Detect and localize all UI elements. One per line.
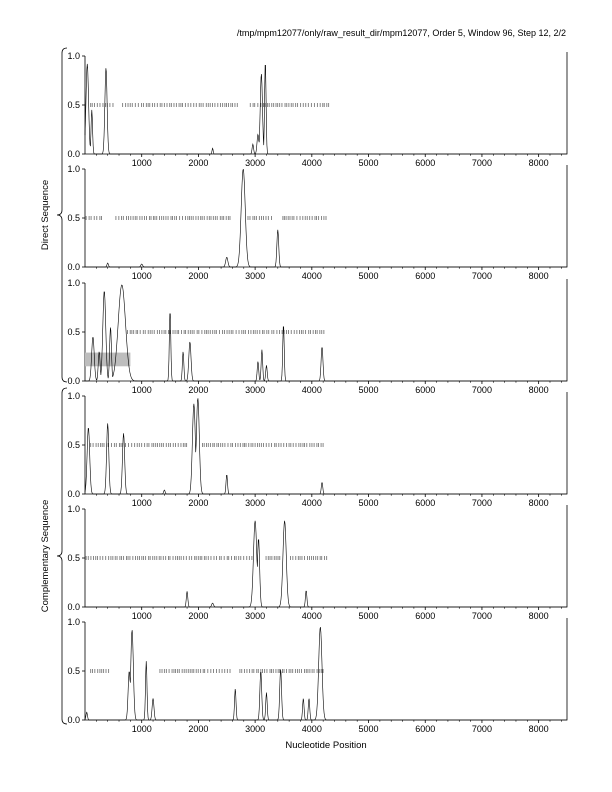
x-tick-label: 6000	[415, 385, 436, 395]
x-tick-label: 8000	[528, 385, 549, 395]
y-tick-label: 0.0	[67, 262, 80, 272]
marker-row	[128, 330, 324, 334]
y-tick-label: 1.0	[67, 278, 80, 288]
x-tick-label: 2000	[188, 158, 209, 168]
x-tick-label: 3000	[245, 611, 266, 621]
marker-row	[86, 216, 326, 220]
panel-6	[67, 617, 567, 734]
panel-frame	[85, 505, 567, 607]
y-tick-label: 0.0	[67, 715, 80, 725]
y-tick-label: 0.0	[67, 602, 80, 612]
y-tick-label: 0.0	[67, 376, 80, 386]
x-tick-label: 4000	[301, 271, 322, 281]
chart-title: /tmp/mpm12077/only/raw_result_dir/mpm12077, Order 5, Window 96, Step 12, 2/2	[236, 28, 566, 38]
x-tick-label: 7000	[471, 611, 492, 621]
panel-5	[67, 504, 567, 621]
probability-line	[85, 521, 567, 607]
y-tick-label: 1.0	[67, 164, 80, 174]
x-tick-label: 6000	[415, 498, 436, 508]
x-tick-label: 7000	[471, 498, 492, 508]
x-axis-label: Nucleotide Position	[285, 740, 367, 751]
x-tick-label: 3000	[245, 158, 266, 168]
marker-row	[91, 443, 323, 447]
marker-row	[91, 103, 329, 107]
y-tick-label: 0.5	[67, 666, 80, 676]
panel-frame	[85, 618, 567, 720]
x-tick-label: 3000	[245, 724, 266, 734]
x-tick-label: 4000	[301, 158, 322, 168]
x-tick-label: 5000	[358, 385, 379, 395]
x-tick-label: 2000	[188, 498, 209, 508]
x-tick-label: 3000	[245, 385, 266, 395]
x-tick-label: 7000	[471, 724, 492, 734]
x-tick-label: 7000	[471, 385, 492, 395]
x-tick-label: 1000	[131, 611, 152, 621]
y-tick-label: 1.0	[67, 391, 80, 401]
x-tick-label: 4000	[301, 611, 322, 621]
x-tick-label: 5000	[358, 158, 379, 168]
panel-1	[67, 51, 567, 168]
y-tick-label: 0.5	[67, 213, 80, 223]
marker-row	[86, 556, 327, 560]
complementary-sequence-label: Complementary Sequence	[40, 499, 51, 613]
marker-row	[91, 669, 323, 673]
group-brackets	[40, 48, 67, 724]
x-tick-label: 5000	[358, 271, 379, 281]
panel-2	[67, 164, 567, 281]
x-tick-label: 1000	[131, 498, 152, 508]
x-tick-label: 8000	[528, 611, 549, 621]
panel-3	[67, 278, 567, 395]
x-tick-label: 6000	[415, 611, 436, 621]
x-tick-label: 2000	[188, 271, 209, 281]
x-tick-label: 6000	[415, 724, 436, 734]
direct-sequence-label: Direct Sequence	[40, 179, 51, 251]
panel-4	[67, 391, 567, 508]
x-tick-label: 6000	[415, 158, 436, 168]
direct-sequence-bracket	[57, 48, 67, 382]
y-tick-label: 0.5	[67, 440, 80, 450]
x-tick-label: 3000	[245, 498, 266, 508]
x-tick-label: 8000	[528, 271, 549, 281]
x-tick-label: 8000	[528, 724, 549, 734]
x-tick-label: 5000	[358, 498, 379, 508]
x-tick-label: 8000	[528, 498, 549, 508]
x-tick-label: 2000	[188, 385, 209, 395]
x-tick-label: 4000	[301, 724, 322, 734]
y-tick-label: 1.0	[67, 51, 80, 61]
y-tick-label: 1.0	[67, 617, 80, 627]
x-tick-label: 1000	[131, 724, 152, 734]
y-tick-label: 0.5	[67, 327, 80, 337]
x-tick-label: 5000	[358, 724, 379, 734]
y-tick-label: 0.0	[67, 489, 80, 499]
x-tick-label: 6000	[415, 271, 436, 281]
x-tick-label: 2000	[188, 724, 209, 734]
x-tick-label: 5000	[358, 611, 379, 621]
x-tick-label: 4000	[301, 498, 322, 508]
x-tick-label: 8000	[528, 158, 549, 168]
panels-area	[67, 51, 567, 734]
probability-line	[85, 64, 567, 154]
x-tick-label: 7000	[471, 158, 492, 168]
x-tick-label: 1000	[131, 385, 152, 395]
x-tick-label: 2000	[188, 611, 209, 621]
x-tick-label: 4000	[301, 385, 322, 395]
y-tick-label: 0.5	[67, 100, 80, 110]
complementary-sequence-bracket	[57, 388, 67, 724]
y-tick-label: 1.0	[67, 504, 80, 514]
x-tick-label: 7000	[471, 271, 492, 281]
y-tick-label: 0.5	[67, 553, 80, 563]
x-tick-label: 1000	[131, 271, 152, 281]
probability-line	[85, 627, 567, 720]
x-tick-label: 1000	[131, 158, 152, 168]
y-tick-label: 0.0	[67, 149, 80, 159]
x-tick-label: 3000	[245, 271, 266, 281]
